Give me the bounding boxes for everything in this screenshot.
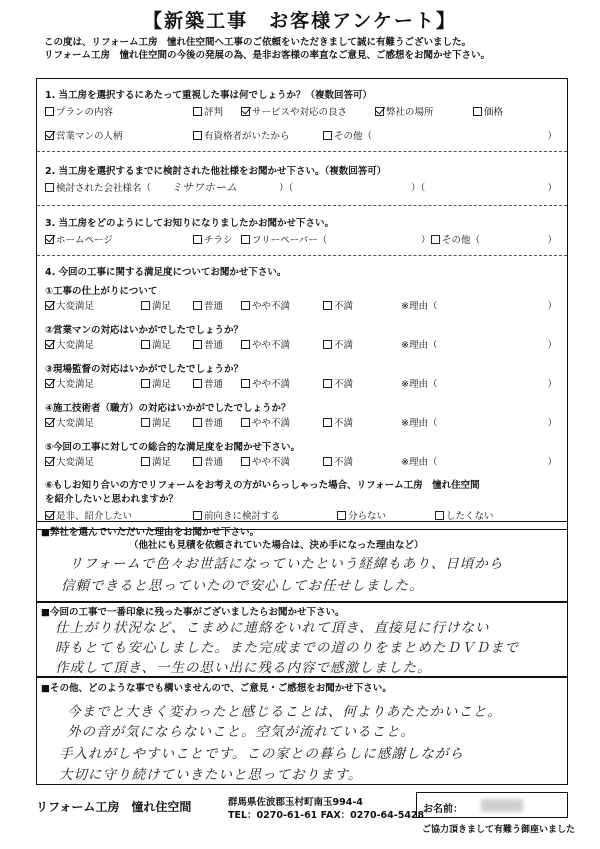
q4-scale-option[interactable] [241,376,290,390]
q3-option-freepaper[interactable]: フリーペーパー（ [241,232,327,246]
q4-scale-label: 大変満足 [56,418,95,429]
q4-item-title: ③現場監督の対応はいかがでしたでしょうか？ [45,364,244,375]
q4-reason-label[interactable]: ※理由（ [401,457,438,468]
q2-handwritten-answer: ミサワホーム [171,181,237,194]
q4-scale-label: 大変満足 [56,379,95,390]
checkbox-checked[interactable] [241,107,250,116]
checkbox[interactable] [241,235,250,244]
impression-handwritten-line-3: 作成して頂き、一生の思い出に残る内容で感激しました。 [55,660,432,676]
impression-handwritten-line-2: 時もとても安心しました。また完成までの道のりをまとめたＤＶＤまで [55,640,519,656]
checkbox-checked[interactable] [45,379,54,388]
reason-box-subtitle: （他社にも見積を依頼されていた場合は、決め手になった理由など） [129,540,424,551]
q4-item-title: ①工事の仕上がりについて [45,286,158,297]
q4-scale-option[interactable] [45,376,94,390]
q1-option-plan[interactable]: プランの内容 [45,104,113,118]
checkbox[interactable] [141,457,150,466]
question-3 [45,215,561,248]
q4-item-4 [45,400,561,431]
q3-option-other[interactable]: その他（ [431,232,480,246]
q4-scale-option[interactable] [241,337,290,351]
question-6 [45,477,561,524]
question-4 [45,264,561,278]
intro-line-2: リフォーム工房 憧れ住空間の今後の発展の為、是非お客様の率直なご意見、ご感想をお聞かせ下さい。 [44,50,491,61]
q4-reason-close: ） [547,418,557,429]
company-phone: TEL：0270-61-61 FAX：0270-64-5428 [228,810,425,821]
q4-scale-option[interactable] [323,298,353,312]
q4-scale-label: 普通 [204,340,224,351]
checkbox[interactable] [241,340,250,349]
question-2 [45,163,561,196]
q4-scale-label: 普通 [204,457,224,468]
q1-close-paren: ） [547,131,557,142]
q4-scale-option[interactable] [241,415,290,429]
checkbox[interactable] [141,340,150,349]
q4-scale-label: 不満 [334,379,354,390]
q6-option-consider[interactable]: 前向きに検討する [193,508,280,522]
q4-scale-option[interactable] [323,376,353,390]
q4-scale-label: やや不満 [252,379,291,390]
q4-scale-option[interactable] [45,337,94,351]
checkbox[interactable] [323,379,332,388]
q4-scale-option[interactable] [45,454,94,468]
checkbox[interactable] [431,235,440,244]
q4-scale-label: 満足 [152,301,172,312]
checkbox[interactable] [193,379,202,388]
q1-option-reputation[interactable]: 評判 [193,104,223,118]
q4-reason-label[interactable]: ※理由（ [401,379,438,390]
q4-scale-label: 普通 [204,379,224,390]
q6-option-no[interactable]: したくない [435,508,494,522]
q4-scale-label: 満足 [152,457,172,468]
q4-scale-option[interactable] [141,376,171,390]
checkbox[interactable] [141,418,150,427]
checkbox[interactable] [337,511,346,520]
name-redacted [481,799,523,812]
q4-item-1 [45,283,561,314]
questions-frame [36,78,568,530]
comments-handwritten-line-4: 大切に守り続けていきたいと思っております。 [59,767,363,783]
checkbox[interactable] [323,457,332,466]
q1-option-location[interactable]: 弊社の場所 [375,104,434,118]
q4-scale-label: 満足 [152,418,172,429]
q4-scale-option[interactable] [323,454,353,468]
q4-scale-option[interactable] [45,298,94,312]
q4-scale-label: 普通 [204,418,224,429]
q4-scale-label: 不満 [334,418,354,429]
checkbox[interactable] [193,511,202,520]
question-4-title: 4. 今回の工事に関する満足度についてお聞かせ下さい。 [45,267,287,278]
checkbox-checked[interactable] [45,511,54,520]
q4-scale-option[interactable] [241,454,290,468]
name-field[interactable] [416,792,568,818]
comments-handwritten-line-3: 手入れがしやすいことです。この家との暮らしに感謝しながら [59,746,464,762]
comments-box[interactable] [36,677,568,785]
checkbox[interactable] [241,379,250,388]
checkbox[interactable] [193,340,202,349]
checkbox[interactable] [241,457,250,466]
q4-reason-close: ） [547,340,557,351]
checkbox[interactable] [435,511,444,520]
q4-scale-option[interactable] [141,298,171,312]
divider [37,205,567,206]
q4-scale-option[interactable] [193,376,223,390]
q3-option-flyer[interactable]: チラシ [193,232,233,246]
q4-scale-label: 不満 [334,340,354,351]
checkbox[interactable] [141,379,150,388]
q2-company-field[interactable]: 検討された会社様名（ [45,180,151,194]
q4-scale-option[interactable] [193,454,223,468]
impression-box[interactable] [36,601,568,677]
q4-scale-label: 不満 [334,457,354,468]
q4-reason-close: ） [547,301,557,312]
checkbox[interactable] [141,301,150,310]
question-3-title: 3. 当工房をどのようにしてお知りになりましたかお聞かせ下さい。 [45,218,335,229]
q2-separator-1: ）（ [279,183,294,194]
checkbox-checked[interactable] [45,235,54,244]
reason-handwritten-line-1: リフォームで色々お世話になっていたという経緯もあり、日頃から [69,556,504,572]
q4-scale-label: 大変満足 [56,340,95,351]
q4-item-title: ④施工技術者（職方）の対応はいかがでしたでしょうか？ [45,403,291,414]
question-1 [45,87,561,144]
question-2-title: 2. 当工房を選択するまでに検討された他社様をお聞かせ下さい。（複数回答可） [45,166,387,177]
thanks-note: ご協力頂きまして有難う御座いました [422,825,576,835]
q1-option-service[interactable]: サービスや対応の良さ [241,104,347,118]
checkbox[interactable] [193,235,202,244]
checkbox-checked[interactable] [45,340,54,349]
name-label: お名前： [423,804,463,815]
comments-handwritten-line-1: 今までと大きく変わったと感じることは、何よりあたたかいこと。 [67,704,502,720]
q2-separator-2: ）（ [411,183,426,194]
checkbox[interactable] [45,183,54,192]
impression-box-title: ■今回の工事で一番印象に残った事がございましたらお聞かせ下さい。 [41,607,345,618]
q4-reason-close: ） [547,457,557,468]
company-address: 群馬県佐波郡玉村町南玉994-4 [228,797,363,808]
q4-reason-label[interactable]: ※理由（ [401,418,438,429]
checkbox[interactable] [193,457,202,466]
q4-scale-option[interactable] [193,298,223,312]
q4-scale-label: 満足 [152,340,172,351]
q4-scale-option[interactable] [141,337,171,351]
q4-scale-label: やや不満 [252,340,291,351]
q4-scale-option[interactable] [193,415,223,429]
q4-reason-label[interactable]: ※理由（ [401,301,438,312]
checkbox-checked[interactable] [375,107,384,116]
question-1-title: 1. 当工房を選択するにあたって重視した事は何でしょうか？（複数回答可） [45,90,373,101]
q1-option-other[interactable]: その他（ [323,128,372,142]
q2-close-paren: ） [547,183,557,194]
q4-item-3 [45,361,561,392]
q1-option-qualified[interactable]: 有資格者がいたから [193,128,290,142]
reason-handwritten-line-2: 信頼できると思っていたので安心してお任せしました。 [61,578,424,594]
reason-box-title: ■弊社を選んでいただいた理由をお聞かせ下さい。 [41,527,259,538]
checkbox-checked[interactable] [45,457,54,466]
checkbox[interactable] [193,107,202,116]
checkbox[interactable] [45,107,54,116]
q4-item-2 [45,322,561,353]
q4-scale-option[interactable] [323,337,353,351]
q6-option-definitely[interactable]: 是非、紹介したい [45,508,132,522]
intro-line-1: この度は、リフォーム工房 憧れ住空間へ工事のご依頼をいただきまして誠に有難うございました。 [44,37,472,48]
question-6-title-line-2: を紹介したいと思われますか？ [45,494,179,505]
q6-option-unsure[interactable]: 分らない [337,508,386,522]
checkbox[interactable] [473,107,482,116]
q3-close-paren-1: ） [421,235,431,246]
page-title: 【新築工事 お客様アンケート】 [143,10,457,32]
q4-scale-label: 不満 [334,301,354,312]
q4-scale-option[interactable] [323,415,353,429]
impression-handwritten-line-1: 仕上がり状況など、こまめに連絡をいれて頂き、直接見に行けない [55,620,490,636]
checkbox[interactable] [323,301,332,310]
checkbox-checked[interactable] [45,418,54,427]
divider [37,255,567,256]
q4-scale-label: 大変満足 [56,301,95,312]
q4-scale-label: やや不満 [252,457,291,468]
q4-item-title: ②営業マンの対応はいかがでしたでしょうか？ [45,325,244,336]
q4-item-5 [45,439,561,470]
q4-reason-close: ） [547,379,557,390]
q4-scale-option[interactable] [45,415,94,429]
reason-box[interactable] [36,521,568,603]
comments-box-title: ■その他、どのような事でも構いませんので、ご意見・ご感想をお聞かせ下さい。 [41,683,392,694]
q4-scale-label: やや不満 [252,301,291,312]
q4-scale-option[interactable] [241,298,290,312]
q1-option-sales-personality[interactable]: 営業マンの人柄 [45,128,123,142]
checkbox[interactable] [323,131,332,140]
q3-close-paren-2: ） [547,235,557,246]
checkbox[interactable] [323,340,332,349]
q4-scale-option[interactable] [141,454,171,468]
q4-scale-option[interactable] [141,415,171,429]
company-name: リフォーム工房 憧れ住空間 [36,800,192,814]
checkbox-checked[interactable] [45,131,54,140]
checkbox[interactable] [241,418,250,427]
checkbox[interactable] [193,418,202,427]
checkbox[interactable] [241,301,250,310]
q4-reason-label[interactable]: ※理由（ [401,340,438,351]
checkbox[interactable] [193,131,202,140]
checkbox-checked[interactable] [45,301,54,310]
q3-option-homepage[interactable]: ホームページ [45,232,113,246]
checkbox[interactable] [193,301,202,310]
q4-scale-label: 大変満足 [56,457,95,468]
checkbox[interactable] [323,418,332,427]
q4-scale-label: やや不満 [252,418,291,429]
q4-scale-label: 満足 [152,379,172,390]
question-6-title-line-1: ⑥もしお知り合いの方でリフォームをお考えの方がいらっしゃった場合、リフォーム工房 憧れ住空間 [45,480,480,491]
q4-scale-label: 普通 [204,301,224,312]
q1-option-price[interactable]: 価格 [473,104,503,118]
comments-handwritten-line-2: 外の音が気にならないこと。空気が流れていること。 [67,724,415,740]
divider [37,151,567,152]
q4-scale-option[interactable] [193,337,223,351]
q4-item-title: ⑤今回の工事に対しての総合的な満足度をお聞かせ下さい。 [45,442,301,453]
